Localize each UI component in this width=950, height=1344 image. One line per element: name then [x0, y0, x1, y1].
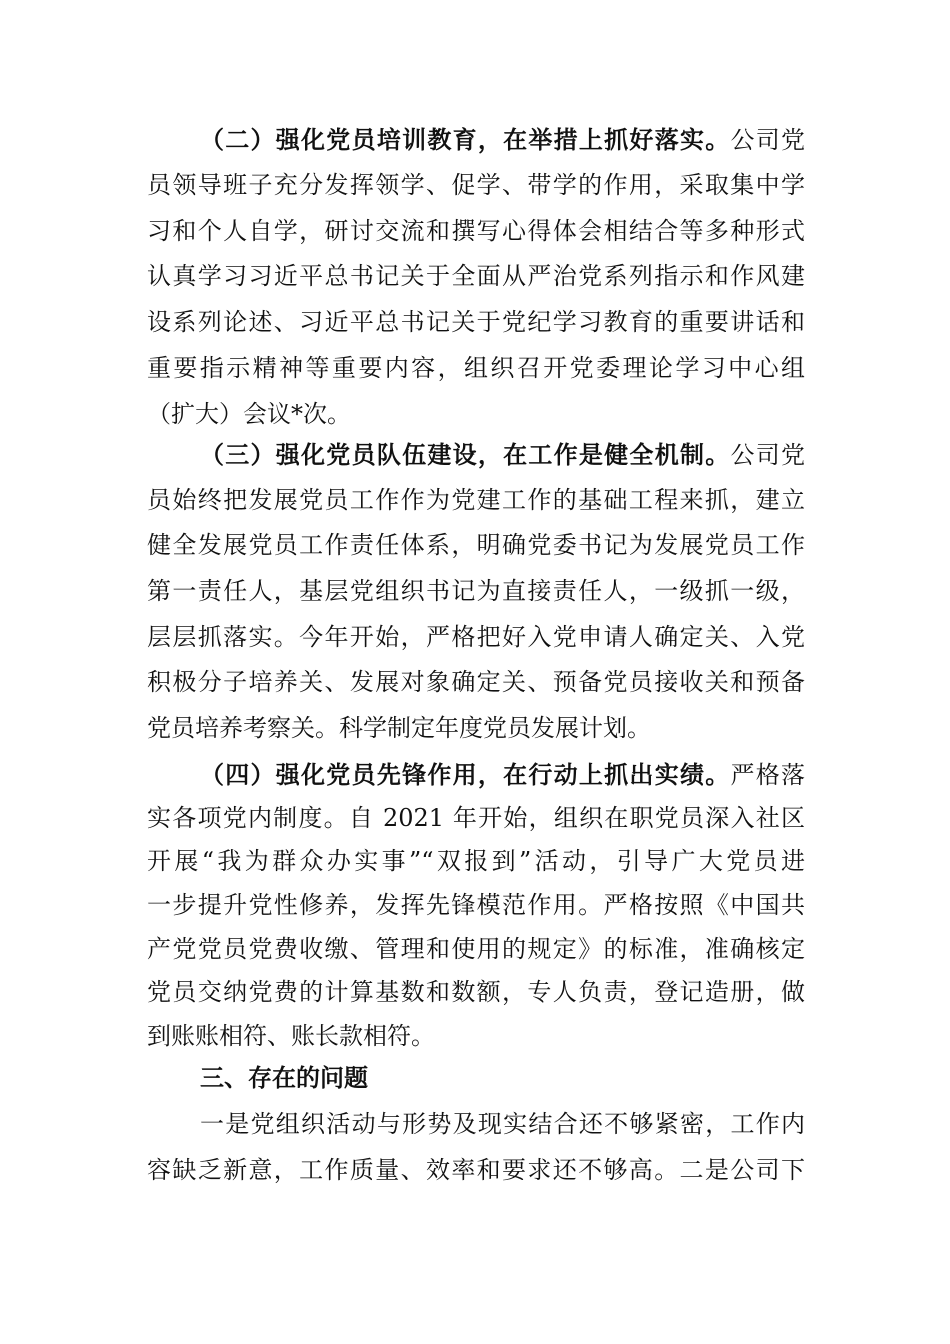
text-line: 习和个人自学，研讨交流和撰写心得体会相结合等多种形式: [147, 216, 805, 245]
text-line: （扩大）会议*次。: [147, 399, 351, 428]
text-span: 公司党: [730, 441, 806, 469]
text-line: [147, 117, 805, 163]
text-line: 积极分子培养关、发展对象确定关、预备党员接收关和预备: [147, 668, 805, 697]
text-line: 一是党组织活动与形势及现实结合还不够紧密，工作内: [200, 1110, 805, 1138]
text-span: 公司党: [730, 126, 806, 154]
text-line: 重要指示精神等重要内容，组织召开党委理论学习中心组: [147, 353, 805, 382]
text-line: 一步提升党性修养，发挥先锋模范作用。严格按照《中国共: [147, 891, 805, 920]
text-line: [147, 753, 805, 797]
paragraph-lead: （四）强化党员先锋作用，在行动上抓出实绩。: [200, 760, 731, 789]
section-heading: 三、存在的问题: [200, 1064, 368, 1092]
text-line: 产党党员党费收缴、管理和使用的规定》的标准，准确核定: [147, 934, 805, 963]
text-line: 认真学习习近平总书记关于全面从严治党系列指示和作风建: [147, 262, 805, 291]
paragraph-problems: [147, 1101, 805, 1193]
text-line: 党员培养考察关。科学制定年度党员发展计划。: [147, 714, 651, 743]
text-line: 员始终把发展党员工作作为党建工作的基础工程来抓，建立: [147, 485, 805, 514]
text-line: 健全发展党员工作责任体系，明确党委书记为发展党员工作: [147, 531, 805, 560]
text-line: 开展“我为群众办实事”“双报到”活动，引导广大党员进: [147, 847, 805, 876]
paragraph-party-training: [147, 117, 805, 438]
text-line: 容缺乏新意，工作质量、效率和要求还不够高。二是公司下: [147, 1156, 805, 1184]
paragraph-lead: （二）强化党员培训教育，在举措上抓好落实。: [200, 125, 731, 154]
text-line: 员领导班子充分发挥领学、促学、带学的作用，采取集中学: [147, 170, 805, 199]
paragraph-party-team-building: [147, 432, 805, 752]
paragraph-lead: （三）强化党员队伍建设，在工作是健全机制。: [200, 440, 731, 469]
text-span: 严格落: [730, 761, 806, 789]
text-line: [147, 432, 805, 478]
text-line: 党员交纳党费的计算基数和数额，专人负责，登记造册，做: [147, 978, 805, 1007]
text-line: 设系列论述、习近平总书记关于党纪学习教育的重要讲话和: [147, 308, 805, 337]
text-line: 层层抓落实。今年开始，严格把好入党申请人确定关、入党: [147, 622, 805, 651]
text-line: 到账账相符、账长款相符。: [147, 1022, 435, 1051]
text-line: 实各项党内制度。自 2021 年开始，组织在职党员深入社区: [147, 803, 805, 832]
paragraph-party-vanguard: [147, 753, 805, 1059]
text-line: 第一责任人，基层党组织书记为直接责任人，一级抓一级，: [147, 577, 805, 606]
